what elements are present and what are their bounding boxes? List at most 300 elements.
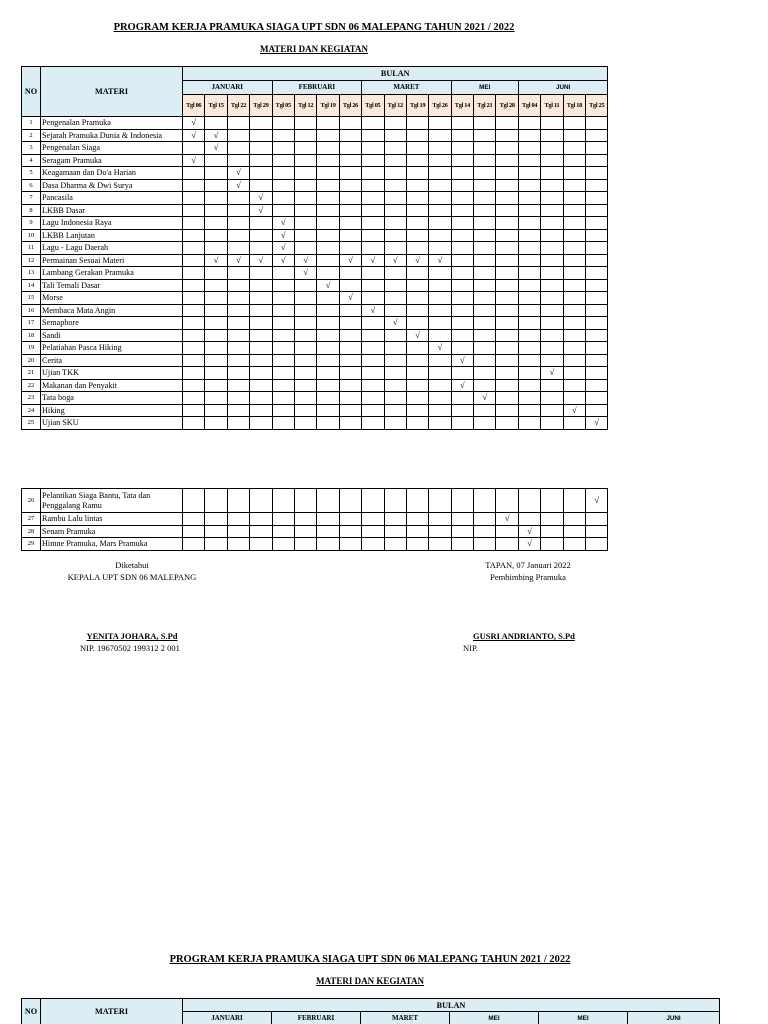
empty-cell xyxy=(586,167,608,180)
empty-cell xyxy=(339,538,361,551)
row-number: 6 xyxy=(22,179,41,192)
empty-cell xyxy=(272,192,294,205)
empty-cell xyxy=(541,513,563,526)
empty-cell xyxy=(496,489,518,513)
empty-cell xyxy=(294,354,316,367)
empty-cell xyxy=(250,117,272,130)
empty-cell xyxy=(205,317,227,330)
empty-cell xyxy=(250,129,272,142)
check-mark: √ xyxy=(518,538,540,551)
empty-cell xyxy=(272,525,294,538)
empty-cell xyxy=(294,367,316,380)
empty-cell xyxy=(474,489,496,513)
empty-cell xyxy=(205,292,227,305)
empty-cell xyxy=(518,154,540,167)
row-materi: Makanan dan Penyakit xyxy=(41,379,183,392)
check-mark: √ xyxy=(272,217,294,230)
table-row xyxy=(22,513,608,526)
empty-cell xyxy=(384,129,406,142)
row-number: 29 xyxy=(22,538,41,551)
left-signature-caption: Diketahui xyxy=(115,560,149,570)
empty-cell xyxy=(250,489,272,513)
row-materi: Dasa Dharma & Dwi Surya xyxy=(41,179,183,192)
page2-column-header-bulan: BULAN xyxy=(183,999,720,1012)
empty-cell xyxy=(496,342,518,355)
empty-cell xyxy=(250,317,272,330)
empty-cell xyxy=(339,217,361,230)
empty-cell xyxy=(518,242,540,255)
page2-month-header: MEI xyxy=(539,1012,628,1024)
date-header: Tgl 28 xyxy=(496,95,518,117)
empty-cell xyxy=(362,154,384,167)
empty-cell xyxy=(339,267,361,280)
page2-column-header-materi: MATERI xyxy=(41,999,183,1024)
empty-cell xyxy=(496,417,518,430)
right-signatory-name: GUSRI ANDRIANTO, S.Pd xyxy=(473,631,575,641)
row-materi: LKBB Dasar xyxy=(41,204,183,217)
empty-cell xyxy=(183,417,205,430)
empty-cell xyxy=(541,154,563,167)
empty-cell xyxy=(518,229,540,242)
empty-cell xyxy=(362,392,384,405)
empty-cell xyxy=(429,329,451,342)
row-number: 16 xyxy=(22,304,41,317)
check-mark: √ xyxy=(227,179,249,192)
empty-cell xyxy=(563,367,585,380)
empty-cell xyxy=(541,329,563,342)
empty-cell xyxy=(317,242,339,255)
empty-cell xyxy=(518,129,540,142)
empty-cell xyxy=(362,417,384,430)
empty-cell xyxy=(518,142,540,155)
empty-cell xyxy=(429,354,451,367)
empty-cell xyxy=(317,179,339,192)
empty-cell xyxy=(317,379,339,392)
table-row xyxy=(22,192,608,205)
date-header: Tgl 29 xyxy=(250,95,272,117)
empty-cell xyxy=(518,167,540,180)
empty-cell xyxy=(272,342,294,355)
empty-cell xyxy=(362,292,384,305)
empty-cell xyxy=(541,489,563,513)
table-row xyxy=(22,129,608,142)
empty-cell xyxy=(294,329,316,342)
table-row xyxy=(22,204,608,217)
empty-cell xyxy=(317,489,339,513)
row-number: 4 xyxy=(22,154,41,167)
empty-cell xyxy=(250,154,272,167)
empty-cell xyxy=(474,217,496,230)
empty-cell xyxy=(272,417,294,430)
empty-cell xyxy=(362,267,384,280)
empty-cell xyxy=(474,279,496,292)
empty-cell xyxy=(183,254,205,267)
empty-cell xyxy=(518,489,540,513)
check-mark: √ xyxy=(541,367,563,380)
empty-cell xyxy=(183,142,205,155)
empty-cell xyxy=(518,217,540,230)
row-number: 20 xyxy=(22,354,41,367)
empty-cell xyxy=(451,392,473,405)
empty-cell xyxy=(227,242,249,255)
empty-cell xyxy=(474,167,496,180)
check-mark: √ xyxy=(429,254,451,267)
empty-cell xyxy=(250,242,272,255)
empty-cell xyxy=(541,404,563,417)
empty-cell xyxy=(451,525,473,538)
empty-cell xyxy=(406,342,428,355)
empty-cell xyxy=(272,513,294,526)
empty-cell xyxy=(496,192,518,205)
date-header: Tgl 12 xyxy=(384,95,406,117)
table-row xyxy=(22,538,608,551)
empty-cell xyxy=(272,292,294,305)
empty-cell xyxy=(563,489,585,513)
empty-cell xyxy=(272,354,294,367)
empty-cell xyxy=(227,117,249,130)
empty-cell xyxy=(429,154,451,167)
empty-cell xyxy=(474,204,496,217)
empty-cell xyxy=(227,404,249,417)
empty-cell xyxy=(227,292,249,305)
page-title: PROGRAM KERJA PRAMUKA SIAGA UPT SDN 06 MALEPANG TAHUN 2021 / 2022 xyxy=(113,22,515,33)
empty-cell xyxy=(406,154,428,167)
empty-cell xyxy=(451,279,473,292)
empty-cell xyxy=(362,229,384,242)
empty-cell xyxy=(429,267,451,280)
empty-cell xyxy=(227,379,249,392)
empty-cell xyxy=(474,538,496,551)
empty-cell xyxy=(272,142,294,155)
empty-cell xyxy=(586,204,608,217)
row-number: 28 xyxy=(22,525,41,538)
empty-cell xyxy=(518,304,540,317)
empty-cell xyxy=(496,329,518,342)
empty-cell xyxy=(429,513,451,526)
empty-cell xyxy=(272,489,294,513)
empty-cell xyxy=(227,267,249,280)
empty-cell xyxy=(205,117,227,130)
empty-cell xyxy=(563,329,585,342)
empty-cell xyxy=(339,279,361,292)
table-row xyxy=(22,379,608,392)
row-number: 26 xyxy=(22,489,41,513)
empty-cell xyxy=(429,204,451,217)
empty-cell xyxy=(250,217,272,230)
empty-cell xyxy=(496,267,518,280)
row-number: 7 xyxy=(22,192,41,205)
row-materi: Himne Pramuka, Mars Pramuka xyxy=(41,538,183,551)
empty-cell xyxy=(563,279,585,292)
empty-cell xyxy=(294,142,316,155)
empty-cell xyxy=(541,342,563,355)
empty-cell xyxy=(294,525,316,538)
check-mark: √ xyxy=(205,254,227,267)
empty-cell xyxy=(339,329,361,342)
empty-cell xyxy=(496,217,518,230)
empty-cell xyxy=(429,392,451,405)
empty-cell xyxy=(586,392,608,405)
right-signatory-nip: NIP. xyxy=(463,643,478,653)
empty-cell xyxy=(474,192,496,205)
row-materi: LKBB Lanjutan xyxy=(41,229,183,242)
empty-cell xyxy=(205,304,227,317)
check-mark: √ xyxy=(250,204,272,217)
empty-cell xyxy=(384,304,406,317)
empty-cell xyxy=(429,192,451,205)
empty-cell xyxy=(474,304,496,317)
empty-cell xyxy=(272,129,294,142)
empty-cell xyxy=(429,379,451,392)
empty-cell xyxy=(339,404,361,417)
check-mark: √ xyxy=(474,392,496,405)
empty-cell xyxy=(250,392,272,405)
row-materi: Seragam Pramuka xyxy=(41,154,183,167)
empty-cell xyxy=(451,404,473,417)
empty-cell xyxy=(384,379,406,392)
page2-subtitle: MATERI DAN KEGIATAN xyxy=(315,976,424,986)
empty-cell xyxy=(541,525,563,538)
check-mark: √ xyxy=(183,129,205,142)
empty-cell xyxy=(563,317,585,330)
empty-cell xyxy=(317,154,339,167)
date-header: Tgl 25 xyxy=(586,95,608,117)
empty-cell xyxy=(406,242,428,255)
table-row xyxy=(22,242,608,255)
empty-cell xyxy=(496,317,518,330)
empty-cell xyxy=(362,513,384,526)
empty-cell xyxy=(294,179,316,192)
empty-cell xyxy=(474,367,496,380)
empty-cell xyxy=(474,342,496,355)
empty-cell xyxy=(384,267,406,280)
empty-cell xyxy=(563,267,585,280)
empty-cell xyxy=(474,292,496,305)
empty-cell xyxy=(205,267,227,280)
empty-cell xyxy=(429,229,451,242)
table-row xyxy=(22,525,608,538)
empty-cell xyxy=(563,192,585,205)
left-signatory-name: YENITA JOHARA, S.Pd xyxy=(86,631,178,641)
empty-cell xyxy=(406,417,428,430)
empty-cell xyxy=(496,167,518,180)
empty-cell xyxy=(339,392,361,405)
row-materi: Lambang Gerakan Pramuka xyxy=(41,267,183,280)
empty-cell xyxy=(474,254,496,267)
empty-cell xyxy=(183,267,205,280)
empty-cell xyxy=(183,513,205,526)
empty-cell xyxy=(205,229,227,242)
row-number: 21 xyxy=(22,367,41,380)
empty-cell xyxy=(496,304,518,317)
empty-cell xyxy=(294,317,316,330)
empty-cell xyxy=(294,513,316,526)
empty-cell xyxy=(339,142,361,155)
date-header: Tgl 26 xyxy=(339,95,361,117)
check-mark: √ xyxy=(586,417,608,430)
empty-cell xyxy=(294,229,316,242)
empty-cell xyxy=(541,229,563,242)
empty-cell xyxy=(317,142,339,155)
empty-cell xyxy=(362,404,384,417)
empty-cell xyxy=(474,525,496,538)
empty-cell xyxy=(183,167,205,180)
empty-cell xyxy=(362,525,384,538)
empty-cell xyxy=(429,317,451,330)
row-materi: Pelantikan Siaga Bantu, Tata dan Penggalang Ramu xyxy=(41,489,183,513)
empty-cell xyxy=(250,342,272,355)
empty-cell xyxy=(205,242,227,255)
empty-cell xyxy=(362,354,384,367)
empty-cell xyxy=(518,254,540,267)
empty-cell xyxy=(227,489,249,513)
empty-cell xyxy=(563,204,585,217)
empty-cell xyxy=(317,354,339,367)
empty-cell xyxy=(563,154,585,167)
check-mark: √ xyxy=(294,267,316,280)
empty-cell xyxy=(586,513,608,526)
check-mark: √ xyxy=(362,254,384,267)
empty-cell xyxy=(250,167,272,180)
empty-cell xyxy=(518,179,540,192)
empty-cell xyxy=(563,392,585,405)
date-header: Tgl 21 xyxy=(474,95,496,117)
empty-cell xyxy=(227,342,249,355)
empty-cell xyxy=(541,129,563,142)
check-mark: √ xyxy=(317,279,339,292)
empty-cell xyxy=(317,217,339,230)
empty-cell xyxy=(272,317,294,330)
empty-cell xyxy=(406,292,428,305)
empty-cell xyxy=(250,279,272,292)
empty-cell xyxy=(451,154,473,167)
empty-cell xyxy=(183,367,205,380)
empty-cell xyxy=(384,538,406,551)
empty-cell xyxy=(586,254,608,267)
empty-cell xyxy=(362,179,384,192)
empty-cell xyxy=(451,489,473,513)
empty-cell xyxy=(541,204,563,217)
empty-cell xyxy=(586,154,608,167)
empty-cell xyxy=(183,354,205,367)
empty-cell xyxy=(384,154,406,167)
empty-cell xyxy=(586,267,608,280)
date-header: Tgl 06 xyxy=(183,95,205,117)
empty-cell xyxy=(384,142,406,155)
empty-cell xyxy=(272,204,294,217)
check-mark: √ xyxy=(518,525,540,538)
row-number: 19 xyxy=(22,342,41,355)
empty-cell xyxy=(339,379,361,392)
empty-cell xyxy=(563,342,585,355)
empty-cell xyxy=(406,229,428,242)
empty-cell xyxy=(586,304,608,317)
row-number: 3 xyxy=(22,142,41,155)
page2-month-header: JANUARI xyxy=(183,1012,272,1024)
month-header: JANUARI xyxy=(183,81,273,95)
table-row xyxy=(22,329,608,342)
page2-month-header: FEBRUARI xyxy=(272,1012,361,1024)
empty-cell xyxy=(518,392,540,405)
empty-cell xyxy=(250,329,272,342)
row-materi: Semaphore xyxy=(41,317,183,330)
empty-cell xyxy=(406,167,428,180)
empty-cell xyxy=(205,342,227,355)
row-number: 25 xyxy=(22,417,41,430)
empty-cell xyxy=(384,513,406,526)
table-row xyxy=(22,267,608,280)
empty-cell xyxy=(183,317,205,330)
empty-cell xyxy=(384,242,406,255)
empty-cell xyxy=(586,379,608,392)
empty-cell xyxy=(496,142,518,155)
empty-cell xyxy=(250,538,272,551)
empty-cell xyxy=(317,342,339,355)
empty-cell xyxy=(183,329,205,342)
empty-cell xyxy=(272,267,294,280)
empty-cell xyxy=(317,204,339,217)
empty-cell xyxy=(541,538,563,551)
empty-cell xyxy=(496,379,518,392)
empty-cell xyxy=(586,279,608,292)
empty-cell xyxy=(496,229,518,242)
empty-cell xyxy=(541,292,563,305)
empty-cell xyxy=(317,417,339,430)
date-header: Tgl 05 xyxy=(272,95,294,117)
empty-cell xyxy=(563,179,585,192)
table-row xyxy=(22,317,608,330)
empty-cell xyxy=(362,167,384,180)
empty-cell xyxy=(474,229,496,242)
check-mark: √ xyxy=(384,317,406,330)
empty-cell xyxy=(317,513,339,526)
row-number: 5 xyxy=(22,167,41,180)
check-mark: √ xyxy=(183,117,205,130)
row-number: 27 xyxy=(22,513,41,526)
empty-cell xyxy=(451,367,473,380)
page2-title: PROGRAM KERJA PRAMUKA SIAGA UPT SDN 06 MALEPANG TAHUN 2021 / 2022 xyxy=(169,954,571,965)
empty-cell xyxy=(563,242,585,255)
empty-cell xyxy=(250,404,272,417)
date-header: Tgl 04 xyxy=(518,95,540,117)
empty-cell xyxy=(294,404,316,417)
empty-cell xyxy=(183,292,205,305)
empty-cell xyxy=(406,367,428,380)
empty-cell xyxy=(205,354,227,367)
row-materi: Lagu - Lagu Daerah xyxy=(41,242,183,255)
empty-cell xyxy=(563,167,585,180)
empty-cell xyxy=(496,538,518,551)
empty-cell xyxy=(317,167,339,180)
empty-cell xyxy=(563,417,585,430)
empty-cell xyxy=(406,513,428,526)
empty-cell xyxy=(227,229,249,242)
row-number: 15 xyxy=(22,292,41,305)
row-materi: Sandi xyxy=(41,329,183,342)
empty-cell xyxy=(339,513,361,526)
empty-cell xyxy=(205,204,227,217)
empty-cell xyxy=(406,392,428,405)
check-mark: √ xyxy=(272,254,294,267)
empty-cell xyxy=(205,538,227,551)
empty-cell xyxy=(317,292,339,305)
empty-cell xyxy=(451,229,473,242)
empty-cell xyxy=(205,367,227,380)
empty-cell xyxy=(317,229,339,242)
schedule-table xyxy=(21,66,608,430)
row-number: 17 xyxy=(22,317,41,330)
empty-cell xyxy=(518,279,540,292)
